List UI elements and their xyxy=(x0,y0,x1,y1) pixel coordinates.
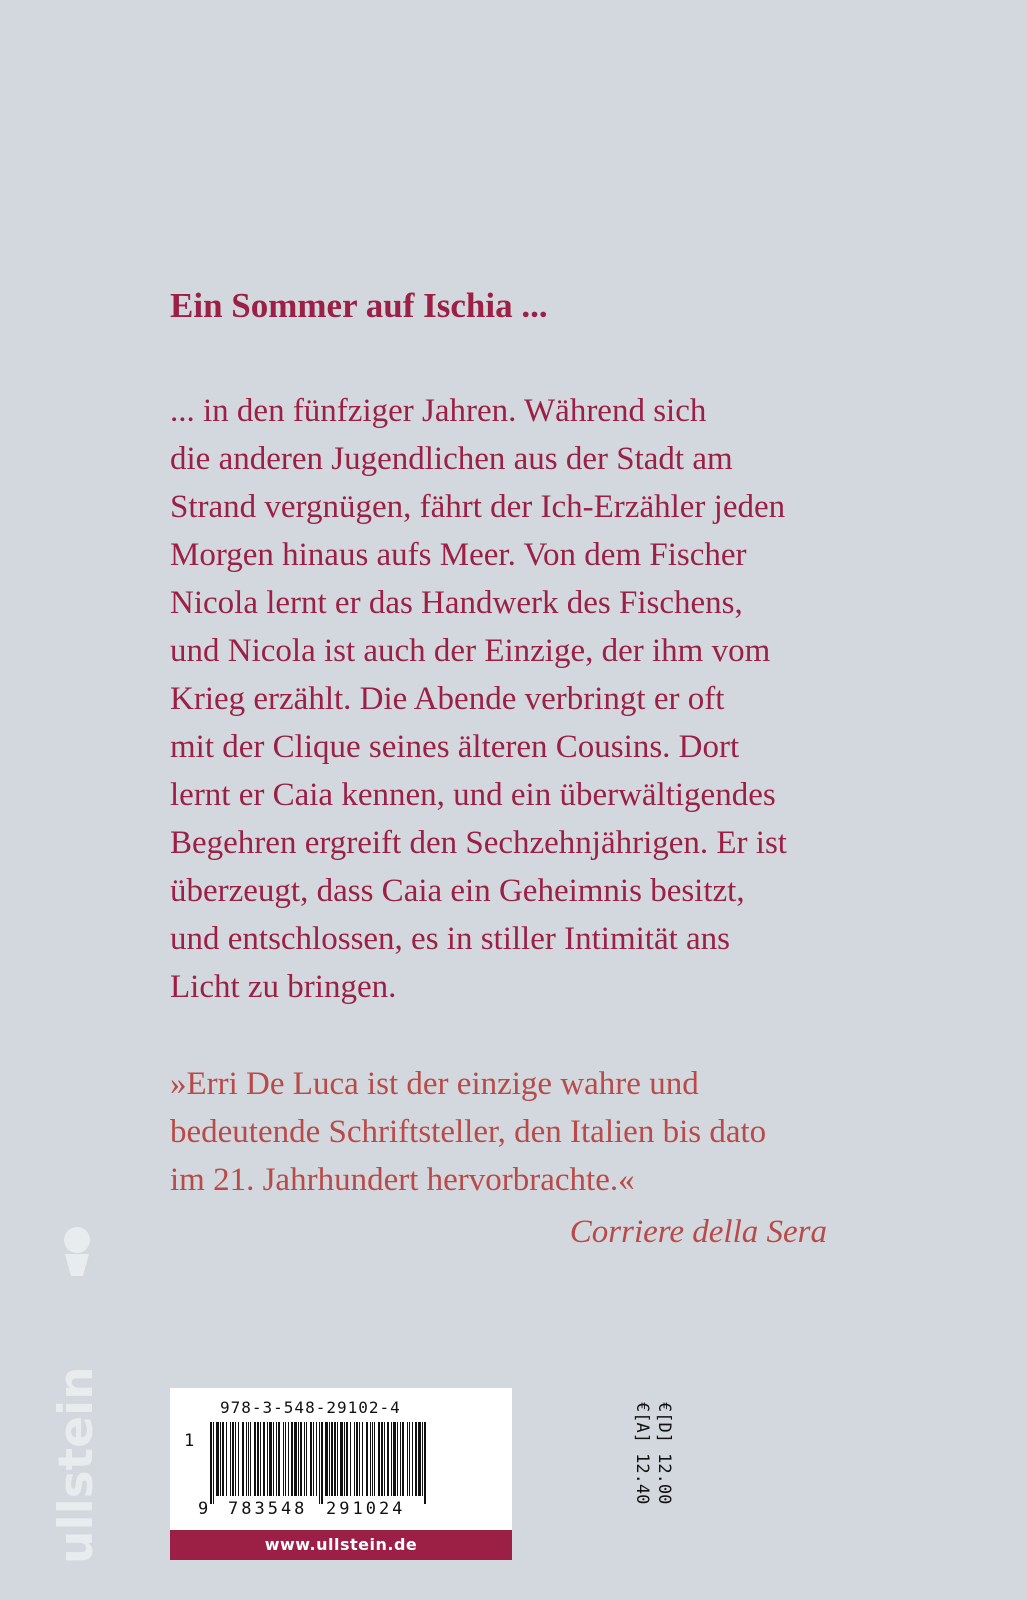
ullstein-logo xyxy=(49,1224,104,1564)
blurb-line: ... in den fünfziger Jahren. Während sich xyxy=(170,393,707,429)
barcode-bar xyxy=(269,1422,272,1496)
price-austria: €[A] 12.40 xyxy=(632,1402,652,1505)
barcode-bar xyxy=(407,1422,408,1496)
blurb-text xyxy=(170,387,870,1011)
blurb-line: Begehren ergreift den Sechzehnjährigen. Er ist xyxy=(170,825,787,861)
blurb-line: mit der Clique seines älteren Cousins. Dort xyxy=(170,729,740,765)
barcode-bar xyxy=(216,1422,219,1496)
barcode-bar xyxy=(304,1422,305,1496)
barcode-bar xyxy=(412,1422,413,1496)
barcode-bar xyxy=(250,1422,251,1496)
barcode-bar xyxy=(346,1422,348,1496)
blurb-line: Krieg erzählt. Die Abende verbringt er oft xyxy=(170,681,725,717)
barcode-bar xyxy=(321,1422,323,1504)
blurb-line: Licht zu bringen. xyxy=(170,969,397,1005)
barcode-bar xyxy=(400,1422,401,1496)
barcode-bar xyxy=(230,1422,231,1496)
barcode-bar xyxy=(372,1422,373,1496)
logo-text: ullstein xyxy=(49,1366,104,1564)
barcode-bar xyxy=(325,1422,328,1496)
quote-line: im 21. Jahrhundert hervorbrachte.« xyxy=(170,1162,635,1198)
barcode-bar xyxy=(300,1422,302,1496)
barcode-bar xyxy=(329,1422,330,1496)
barcode-bar xyxy=(242,1422,244,1496)
barcode-bar xyxy=(288,1422,289,1496)
barcode-bar xyxy=(384,1422,385,1496)
barcode-bar xyxy=(232,1422,234,1496)
barcode-bar xyxy=(213,1422,214,1504)
barcode-first-digit: 9 xyxy=(198,1499,209,1519)
barcode-bar xyxy=(418,1422,421,1496)
barcode-bar xyxy=(337,1422,338,1496)
barcode-bar xyxy=(334,1422,336,1496)
barcode-bar xyxy=(362,1422,363,1496)
blurb-line: und entschlossen, es in stiller Intimität ans xyxy=(170,921,731,957)
barcode-bar xyxy=(359,1422,360,1496)
quote-source: Corriere della Sera xyxy=(569,1214,827,1250)
blurb-line: lernt er Caia kennen, und ein überwältigendes xyxy=(170,777,776,813)
price-germany: €[D] 12.00 xyxy=(654,1402,674,1505)
barcode-bar xyxy=(354,1422,355,1496)
barcode-bar xyxy=(306,1422,307,1496)
barcode-bar xyxy=(285,1422,286,1496)
barcode-bar xyxy=(370,1422,371,1496)
barcode-bar xyxy=(254,1422,256,1496)
barcode-group-1: 783548 xyxy=(228,1499,308,1519)
blurb-line: und Nicola ist auch der Einzige, der ihm vom xyxy=(170,633,771,669)
barcode-bar xyxy=(246,1422,247,1496)
barcode-left-digit: 1 xyxy=(184,1431,195,1451)
press-quote xyxy=(170,1060,860,1204)
barcode-bar xyxy=(222,1422,224,1496)
barcode-bar xyxy=(220,1422,221,1496)
barcode-bar xyxy=(424,1422,426,1504)
blurb-line: Morgen hinaus aufs Meer. Von dem Fischer xyxy=(170,537,747,573)
barcode-bar xyxy=(263,1422,265,1496)
barcode-bar xyxy=(344,1422,345,1496)
barcode-bar xyxy=(366,1422,368,1496)
blurb-line: die anderen Jugendlichen aus der Stadt am xyxy=(170,441,733,477)
barcode-bar xyxy=(402,1422,404,1496)
publisher-website: www.ullstein.de xyxy=(170,1530,512,1560)
barcode-bar xyxy=(226,1422,227,1496)
barcode-bar xyxy=(381,1422,383,1496)
barcode-bar xyxy=(378,1422,380,1496)
barcode-bar xyxy=(340,1422,343,1496)
barcode-bar xyxy=(291,1422,293,1496)
barcode-bar xyxy=(310,1422,312,1496)
barcode-bar xyxy=(276,1422,277,1496)
barcode-bar xyxy=(267,1422,268,1496)
barcode-bar xyxy=(298,1422,299,1496)
barcode-bar xyxy=(248,1422,249,1496)
cover-heading: Ein Sommer auf Ischia ... xyxy=(170,286,548,325)
barcode-bar xyxy=(350,1422,351,1496)
barcode-bar xyxy=(260,1422,261,1496)
barcode-bar xyxy=(283,1422,284,1496)
barcode-bar xyxy=(210,1422,212,1504)
barcode-bars xyxy=(210,1422,426,1504)
barcode-bar xyxy=(294,1422,297,1496)
barcode-group-2: 291024 xyxy=(326,1499,406,1519)
blurb-line: überzeugt, dass Caia ein Geheimnis besitzt, xyxy=(170,873,745,909)
barcode-bar xyxy=(278,1422,280,1496)
barcode-bar xyxy=(393,1422,396,1496)
barcode-bar xyxy=(316,1422,317,1496)
quote-line: bedeutende Schriftsteller, den Italien bis dato xyxy=(170,1114,767,1150)
quote-line: »Erri De Luca ist der einzige wahre und xyxy=(170,1066,699,1102)
barcode-bar xyxy=(374,1422,375,1496)
barcode-bar xyxy=(391,1422,392,1496)
barcode-bar xyxy=(397,1422,398,1496)
barcode-bar xyxy=(313,1422,314,1496)
barcode-bar xyxy=(415,1422,417,1496)
barcode-bar xyxy=(257,1422,259,1496)
barcode-bar xyxy=(238,1422,239,1496)
barcode-bar xyxy=(409,1422,410,1496)
barcode-bar xyxy=(356,1422,358,1496)
barcode-bar xyxy=(319,1422,320,1504)
blurb-line: Nicola lernt er das Handwerk des Fischens, xyxy=(170,585,743,621)
blurb-line: Strand vergnügen, fährt der Ich-Erzähler jeden xyxy=(170,489,786,525)
isbn-number: 978-3-548-29102-4 xyxy=(220,1398,401,1417)
barcode-bar xyxy=(387,1422,389,1496)
barcode-bar xyxy=(235,1422,236,1496)
barcode-bar xyxy=(273,1422,274,1496)
barcode-bar xyxy=(331,1422,333,1496)
barcode-bar xyxy=(422,1422,423,1496)
